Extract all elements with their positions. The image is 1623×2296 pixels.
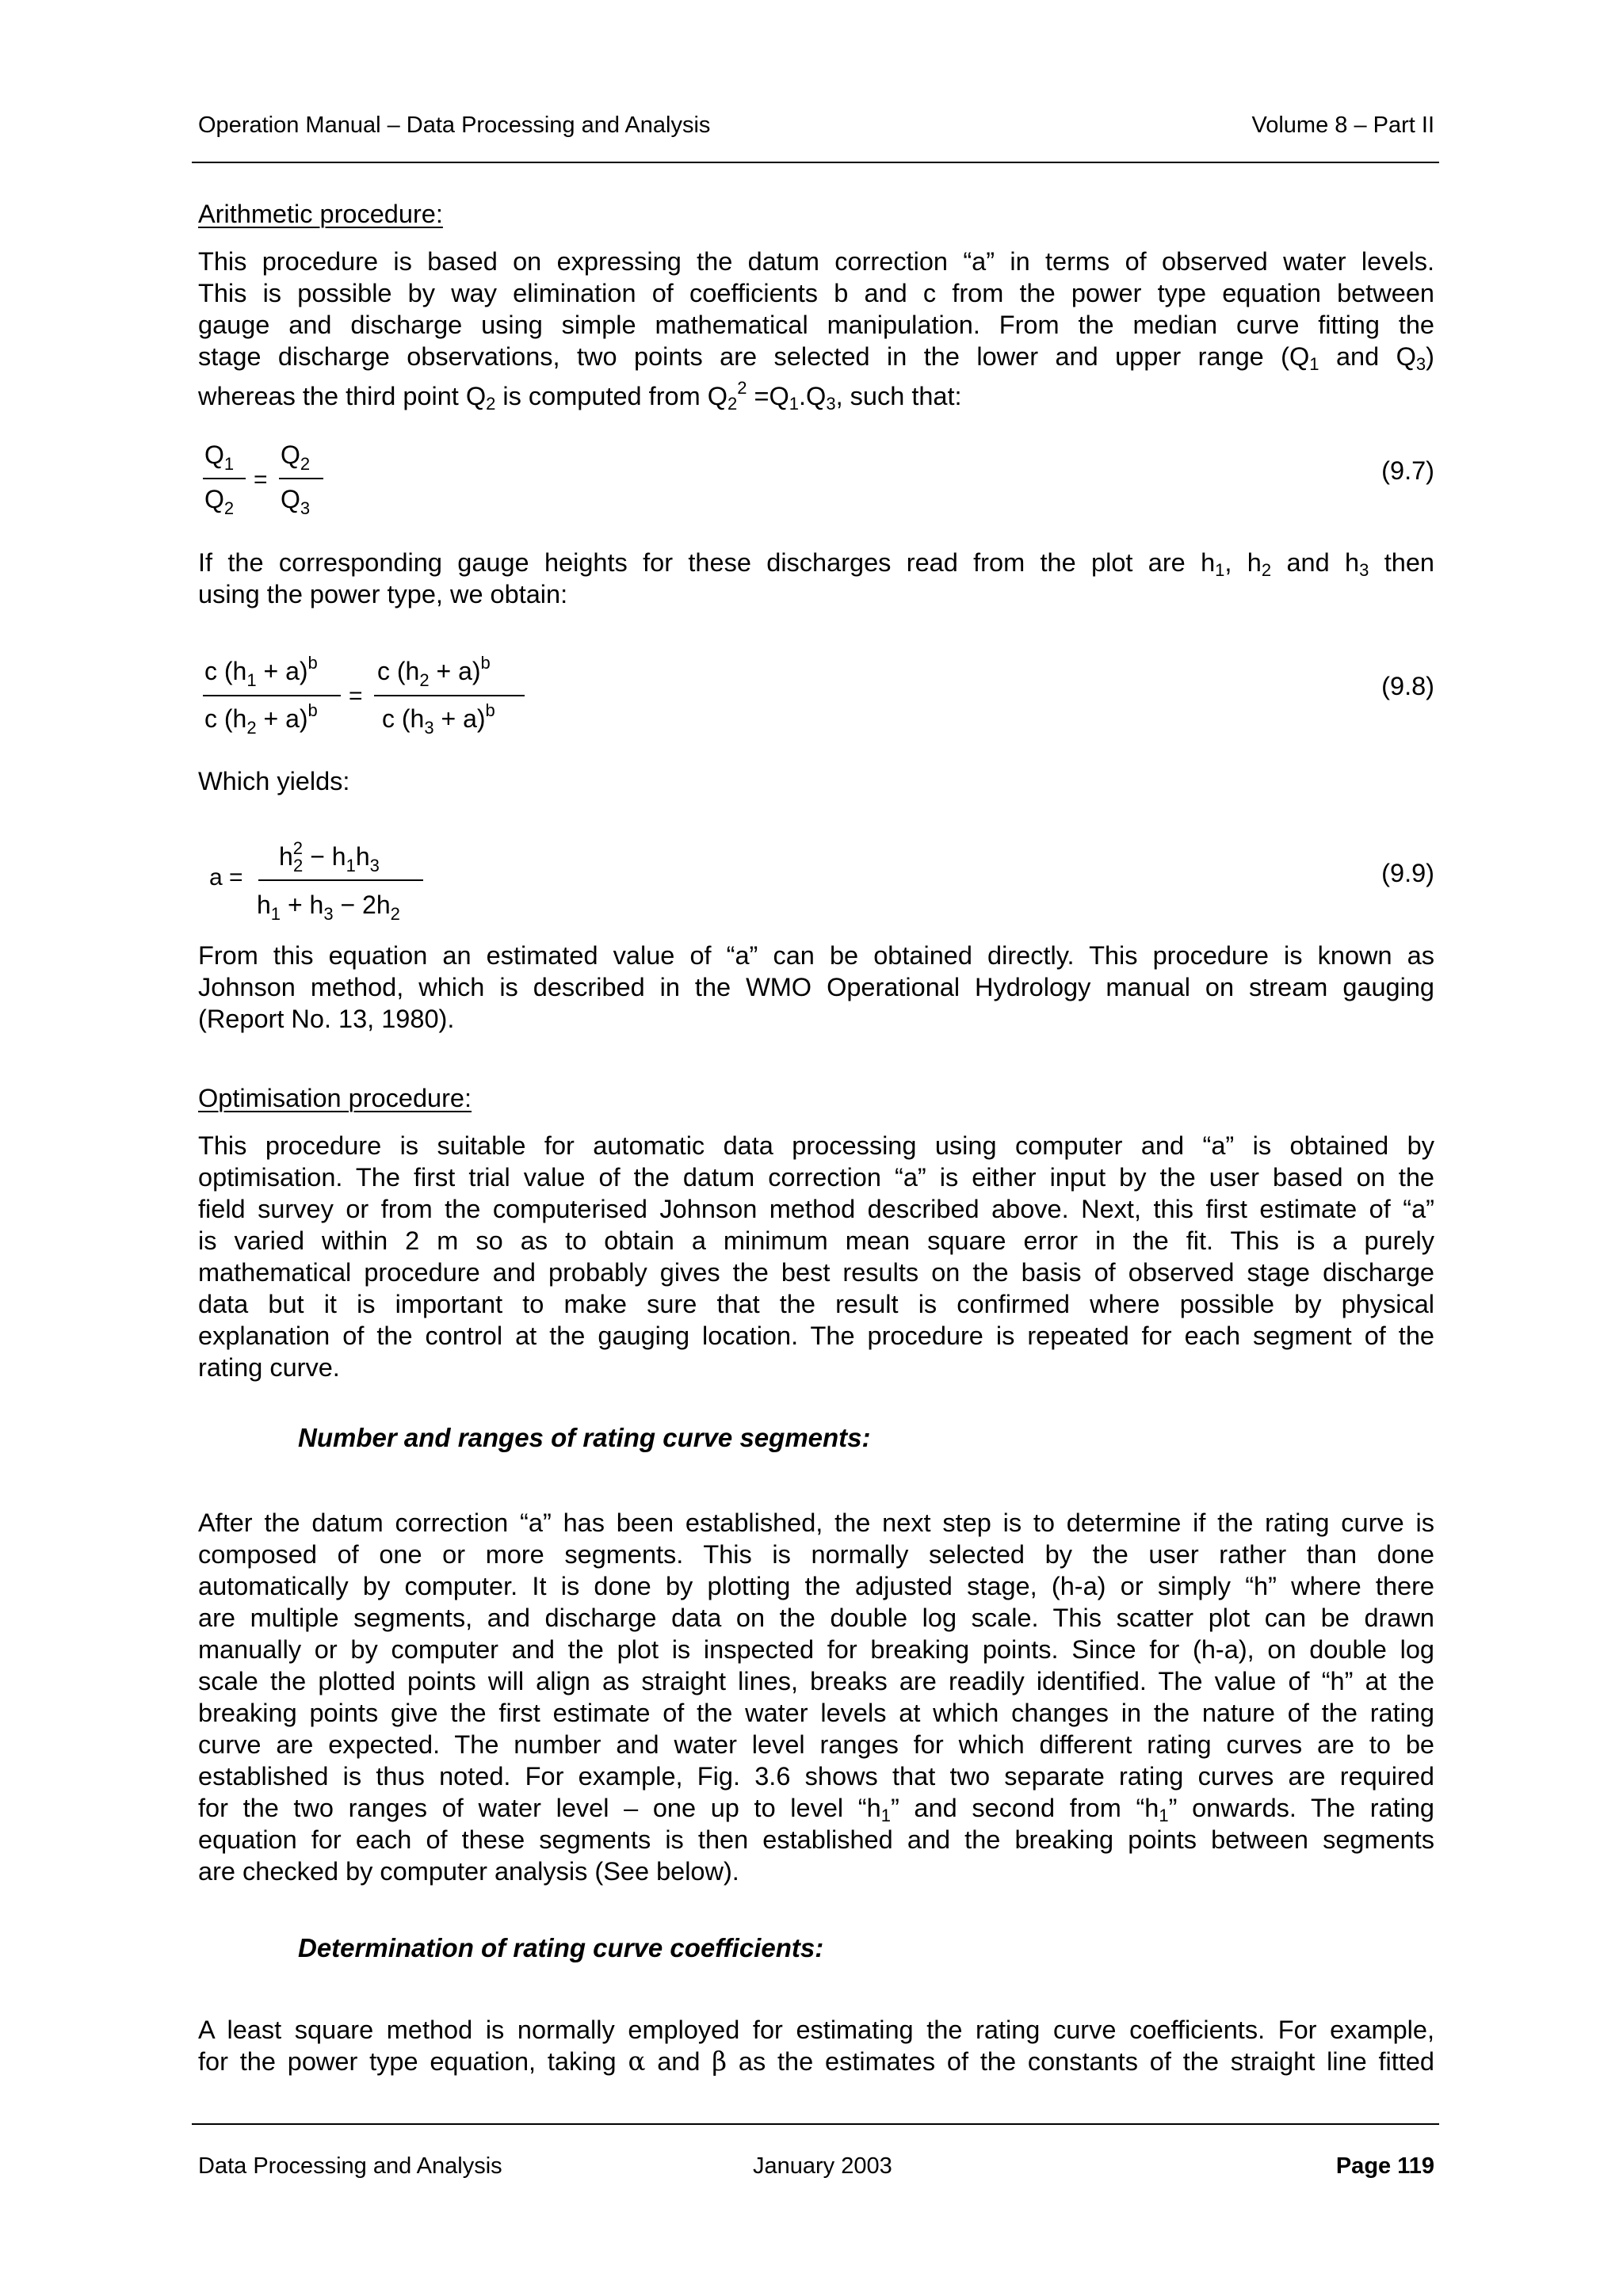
page-header: [198, 113, 1434, 144]
svg-text:=: =: [254, 467, 268, 493]
header-right: Volume 8 – Part II: [1251, 113, 1434, 138]
coeff-paragraph: A least square method is normally employed for estimating the rating curve coefficients. For example, for the power type equation, taking α and β as the estimates of the constants of the straight line fitted: [198, 2016, 1434, 2077]
svg-text:h22 − h1h3: $h^2$ $2 - h_1h_3$: [279, 838, 380, 875]
segments-paragraph: After the datum correction “a” has been established, the next step is to determine if the rating curve is composed of one or more segments. This is normally selected by the user rather than done automatically by computer. It is done by plotting the adjusted stage, (h-a) or simply “h” where there are multiple segments, and discharge data on the double log scale. This scatter plot can be drawn manually or by computer and the plot is inspected for breaking points. Since for (h-a), on double log scale the plotted points will align as straight lines, breaks are readily identified. The value of “h” at the breaking points give the first estimate of the water levels at which changes in the nature of the rating curve are expected. The number and water level ranges for which different rating curves are to be established is thus noted. For example, Fig. 3.6 shows that two separate rating curves are required for the two ranges of water level – one up to level “$h_1$” and second from “$h_1$” onwards. The rating equation for each of these segments is then established and the breaking points between segments are checked by computer analysis (See below).: [198, 1508, 1434, 1886]
arith-heading: Arithmetic procedure:: [198, 200, 443, 228]
eq-number-9-9: (9.9): [1381, 859, 1434, 887]
eq-number-9-7: (9.7): [1381, 456, 1434, 485]
svg-text:h1 + h3 − 2h2: $h_1 + h_3 - 2h_2$: [257, 891, 400, 924]
header-left: Operation Manual – Data Processing and Analysis: [198, 113, 711, 138]
segments-heading: Number and ranges of rating curve segments:: [298, 1423, 871, 1452]
page-number: Page 119: [1335, 2153, 1434, 2179]
svg-text:c (h2 + a)b: c $(h_2 + a)^b$: [204, 700, 318, 738]
equation-9-8: [198, 648, 547, 743]
equation-9-9: [198, 832, 468, 927]
svg-text:Q1: $Q_1$: [204, 441, 235, 474]
svg-text:Q2: $Q_2$: [204, 485, 235, 518]
optim-heading: Optimisation procedure:: [198, 1084, 472, 1112]
gauge-paragraph: If the corresponding gauge heights for these discharges read from the plot are $h_1$, $h_2$ and $h_3$ then using the power type, we obtain:: [198, 548, 1434, 608]
coeff-heading: Determination of rating curve coefficients:: [298, 1933, 824, 1962]
svg-text:a =: a =: [209, 864, 243, 891]
svg-text:Q2: $Q_2$: [281, 441, 311, 474]
footer-rule: [192, 2123, 1439, 2125]
svg-text:c (h1 + a)b: c $(h_1 + a)^b$: [204, 653, 318, 690]
svg-text:=: =: [349, 683, 363, 709]
svg-text:c (h2 + a)b: c $(h_2 + a)^b$: [377, 653, 491, 690]
header-rule: [192, 162, 1439, 163]
footer-left: Data Processing and Analysis: [198, 2153, 502, 2179]
footer-date: January 2003: [753, 2153, 892, 2179]
svg-text:Q3: $Q_3$: [281, 485, 311, 518]
optim-paragraph: This procedure is suitable for automatic data processing using computer and “a” is obtained by optimisation. The first trial value of the datum correction “a” is either input by the user based on the field survey or from the computerised Johnson method described above. Next, this first estimate of “a” is varied within 2 m so as to obtain a minimum mean square error in the fit. This is a purely mathematical procedure and probably gives the best results on the basis of observed stage discharge data but it is important to make sure that the result is confirmed where possible by physical explanation of the control at the gauging location. The procedure is repeated for each segment of the rating curve.: [198, 1131, 1434, 1382]
eq-number-9-8: (9.8): [1381, 672, 1434, 700]
johnson-paragraph: From this equation an estimated value of “a” can be obtained directly. This procedure is known as Johnson method, which is described in the WMO Operational Hydrology manual on stream gauging (Report No. 13, 1980).: [198, 941, 1434, 1033]
arith-paragraph: This procedure is based on expressing the datum correction “a” in terms of observed water levels. This is possible by way elimination of coefficients b and c from the power type equation between gauge and discharge using simple mathematical manipulation. From the median curve fitting the stage discharge observations, two points are selected in the lower and upper range ($Q_1$ and $Q_3$) whereas the third point $Q_2$ is computed from $Q_2^2 =Q_1.Q_3$, such that:: [198, 247, 1434, 414]
equation-9-7: [198, 434, 357, 521]
svg-text:c (h3 + a)b: c $(h_3 + a)^b$: [382, 700, 495, 738]
which-yields: Which yields:: [198, 767, 350, 795]
page-footer: [198, 2153, 1434, 2185]
